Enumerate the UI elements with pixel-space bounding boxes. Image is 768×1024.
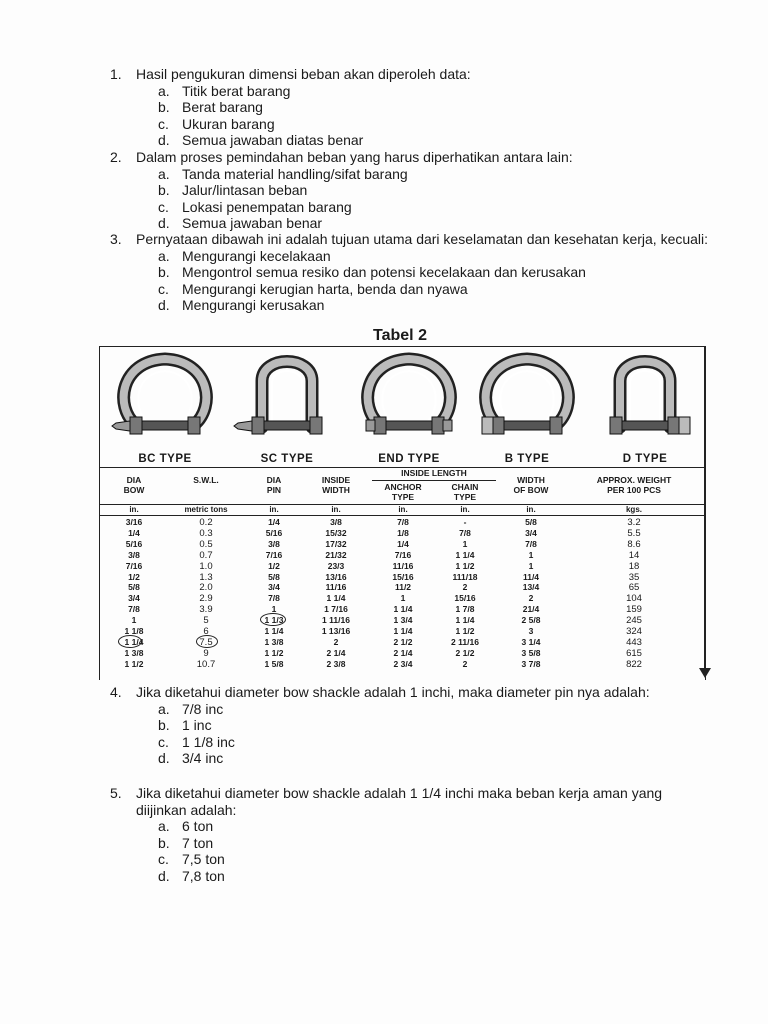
table-cell: 17/32 [325,538,347,549]
table-row [100,572,704,582]
table-cell: 15/16 [392,571,414,582]
question-text: Hasil pengukuran dimensi beban akan diperoleh data: [136,66,471,82]
table-cell: 2.9 [199,593,213,605]
option-d: d. Semua jawaban benar [158,215,323,231]
option-b: b. Berat barang [158,99,263,115]
shackle-icon [350,347,468,447]
question-text: Pernyataan dibawah ini adalah tujuan utama dari keselamatan dan kesehatan kerja, kecuali: [136,231,709,247]
option-d: d. Semua jawaban diatas benar [158,132,364,148]
option-c: c. Lokasi penempatan barang [158,198,352,215]
table-cell: 615 [626,647,642,659]
table-cell: 3.9 [199,604,213,616]
table-cell: 1/4 [268,517,280,527]
shackle-type-label: END TYPE [378,453,440,465]
option-d: d. Mengurangi kerusakan [158,297,325,313]
table-cell: 10.7 [196,658,216,670]
unit-rule [100,515,704,516]
table-cell: 6 [203,626,209,637]
shackle-type-label: D TYPE [622,453,668,465]
table-cell: 104 [626,593,642,605]
table-cell: 1 [528,549,534,560]
table-cell: 1 1/4 [124,636,144,647]
table-cell: 23/3 [327,560,345,571]
table-cell: 3/4 [268,582,280,593]
unit-label: in. [331,505,341,514]
table-cell: 15/16 [454,593,476,604]
table-cell: 5/16 [125,538,143,549]
table-cell: 5/8 [525,517,537,527]
question-number: 4. [110,684,122,700]
table-cell: 3/4 [525,527,537,538]
table-cell: 2 [333,636,339,647]
table-cell: - [463,517,467,527]
option-b: b. Jalur/lintasan beban [158,182,308,198]
table-row [100,582,704,592]
table-cell: 2 3/4 [393,658,413,669]
shackle-type-label: SC TYPE [260,453,314,465]
table-cell: 0.5 [199,538,213,550]
arrow-down-icon [699,668,711,678]
table-cell: 7/8 [268,593,280,604]
circle-mark-dia-bow [118,635,142,648]
table-cell: 1 1/4 [455,549,475,560]
table-cell: 3/4 [128,593,140,604]
table-cell: 1 1/2 [455,560,475,571]
table-cell: 11/2 [394,582,412,593]
table-cell: 324 [626,626,642,637]
table-cell: 1 11/16 [322,615,350,626]
question-text: Jika diketahui diameter bow shackle adalah 1 1/4 inchi maka beban kerja aman yang diijinkan adalah: [136,785,663,818]
table-cell: 2 [528,593,534,604]
question-text: Jika diketahui diameter bow shackle adalah 1 inchi, maka diameter pin nya adalah: [136,684,650,700]
unit-label: in. [398,505,408,514]
option-c: c. Mengurangi kerugian harta, benda dan nyawa [158,280,468,297]
table-cell: 1 7/8 [455,604,475,615]
table-cell: 2 1/4 [326,647,346,658]
table-row [100,615,704,625]
table-cell: 3 5/8 [521,647,541,658]
shackle-bc-type [106,347,224,467]
col-header-inside-width: INSIDE WIDTH [321,475,351,495]
option-a: a. 7/8 inc [158,700,224,717]
question-text: Dalam proses pemindahan beban yang harus diperhatikan antara lain: [136,149,573,165]
table-cell: 3.2 [627,517,641,528]
table-cell: 13/4 [522,582,540,593]
table-cell: 2 [462,582,468,593]
table-cell: 11/4 [522,571,540,582]
question-5 [110,785,710,884]
option-a: a. Tanda material handling/sifat barang [158,165,408,182]
table-cell: 1 7/16 [324,604,348,615]
table-cell: 1/4 [397,538,409,549]
table-cell: 245 [626,615,642,627]
unit-label: in. [460,505,470,514]
table-cell: 18 [628,560,640,572]
table-cell: 1 1/8 [124,626,144,636]
table-cell: 2 1/2 [455,647,475,658]
table-cell: 3 [528,626,534,636]
unit-label: in. [526,505,536,514]
table-cell: 5/8 [128,582,140,593]
scroll-arrow-line [704,346,706,672]
table-cell: 1 1/2 [455,626,475,636]
table-row [100,626,704,636]
table-cell: 111/18 [452,571,478,582]
table-cell: 1 5/8 [264,658,284,669]
table-cell: 7/8 [128,604,140,615]
table-cell: 2.0 [199,582,213,594]
table-cell: 3 1/4 [521,636,541,647]
table-cell: 8.6 [627,538,641,550]
question-number: 2. [110,149,122,165]
table-cell: 2 1/4 [393,647,413,658]
table-row [100,539,704,549]
unit-label: in. [129,505,139,514]
table-title: Tabel 2 [373,327,427,344]
col-header-swl: S.W.L. [193,475,219,485]
table-cell: 1.0 [199,560,213,572]
table-cell: 1 [271,604,277,615]
option-d: d. 7,8 ton [158,867,225,884]
header-rule [100,504,704,505]
option-a: a. 6 ton [158,818,214,834]
col-header-width-of-bow: WIDTH OF BOW [513,475,549,495]
table-cell: 1/8 [397,527,409,538]
table-cell: 14 [628,549,640,561]
table-cell: 1/2 [268,560,280,571]
table-cell: 1 3/8 [264,636,284,647]
option-b: b. 1 inc [158,717,212,733]
option-c: c. 7,5 ton [158,851,225,867]
table-cell: 21/32 [325,549,347,560]
table-cell: 7/8 [459,527,471,538]
shackle-table [99,346,706,680]
col-header-chain-type: CHAIN TYPE [451,482,479,502]
table-cell: 11/16 [325,582,347,593]
table-cell: 443 [626,636,642,648]
table-cell: 1 1/4 [455,615,475,626]
table-cell: 159 [626,604,642,616]
shackle-illustrations [100,347,704,467]
table-cell: 5/16 [265,527,283,538]
table-row [100,637,704,647]
question-2 [110,149,710,232]
table-cell: 3 7/8 [521,658,541,669]
table-cell: 1 1/2 [264,647,284,658]
table-cell: 2 5/8 [521,615,541,626]
table-cell: 7.5 [199,636,213,648]
circle-mark-swl [196,635,218,648]
question-3 [110,231,710,314]
option-c: c. 1 1/8 inc [158,733,235,750]
table-cell: 7/16 [265,549,283,560]
col-header-dia-bow: DIA BOW [123,475,145,495]
option-c: c. Ukuran barang [158,115,275,132]
question-number: 3. [110,231,122,247]
option-b: b. 7 ton [158,834,214,851]
question-number: 5. [110,785,122,801]
shackle-type-label: BC TYPE [138,453,192,465]
table-cell: 9 [203,647,209,659]
unit-label: in. [269,505,279,514]
table-cell: 1 1/4 [393,604,413,615]
table-cell: 5.5 [627,527,641,539]
table-cell: 3/8 [330,517,342,527]
option-a: a. Titik berat barang [158,82,291,99]
question-1 [110,66,710,149]
unit-label: kgs. [625,505,642,514]
table-cell: 21/4 [522,604,540,615]
shackle-icon [586,347,704,447]
table-row [100,648,704,658]
table-row [100,659,704,669]
table-cell: 3/16 [125,517,143,527]
table-cell: 65 [628,582,640,594]
table-cell: 1 13/16 [321,626,351,636]
table-row [100,593,704,603]
option-d: d. 3/4 inc [158,750,224,766]
table-cell: 1 1/2 [124,658,144,669]
col-header-dia-pin: DIA PIN [266,475,282,495]
shackle-sc-type [228,347,346,467]
table-cell: 2 11/16 [451,636,479,647]
table-cell: 1 [400,593,406,604]
table-cell: 13/16 [325,571,347,582]
shackle-icon [228,347,346,447]
table-row [100,561,704,571]
option-b: b. Mengontrol semua resiko dan potensi kecelakaan dan kerusakan [158,264,586,280]
table-cell: 3/8 [128,549,140,560]
table-cell: 1 [131,615,137,626]
table-cell: 1/2 [128,571,140,582]
shackle-icon [468,347,586,447]
shackle-b-type [468,347,586,467]
table-cell: 1/4 [128,527,140,538]
table-row [100,604,704,614]
col-header-approx-weight: APPROX. WEIGHT PER 100 PCS [596,475,672,495]
table-cell: 7/16 [394,549,412,560]
question-number: 1. [110,66,122,82]
table-cell: 2 3/8 [326,658,346,669]
unit-label: metric tons [184,505,228,514]
table-cell: 1 3/8 [124,647,144,658]
table-cell: 11/16 [392,560,414,571]
group-header-rule [372,480,496,481]
table-row [100,528,704,538]
table-cell: 5 [203,615,209,627]
table-cell: 7/8 [397,517,409,527]
shackle-icon [106,347,224,447]
table-cell: 35 [628,571,640,583]
shackle-type-label: B TYPE [504,453,550,465]
table-cell: 1 3/4 [393,615,413,626]
question-4 [110,684,710,767]
table-cell: 7/8 [525,538,537,549]
group-header-inside-length: INSIDE LENGTH [401,468,467,478]
table-row [100,517,704,527]
shackle-end-type [350,347,468,467]
table-row [100,550,704,560]
option-a: a. Mengurangi kecelakaan [158,247,331,264]
table-cell: 7/16 [125,560,143,571]
table-cell: 822 [626,658,642,670]
table-cell: 1 1/3 [264,615,284,626]
table-cell: 1 1/4 [393,626,413,636]
table-cell: 1 1/4 [326,593,346,604]
table-cell: 15/32 [325,527,347,538]
table-cell: 0.2 [199,517,213,528]
table-cell: 2 [462,658,468,669]
table-cell: 3/8 [268,538,280,549]
table-cell: 1 1/4 [264,626,284,636]
shackle-d-type [586,347,704,467]
table-cell: 5/8 [268,571,280,582]
table-cell: 1 [528,560,534,571]
table-cell: 0.7 [199,549,213,561]
table-cell: 1.3 [199,571,213,583]
circle-mark-dia-pin [260,613,286,626]
table-cell: 1 [462,538,468,549]
table-cell: 0.3 [199,527,213,539]
table-cell: 2 1/2 [393,636,413,647]
col-header-anchor-type: ANCHOR TYPE [384,482,422,502]
